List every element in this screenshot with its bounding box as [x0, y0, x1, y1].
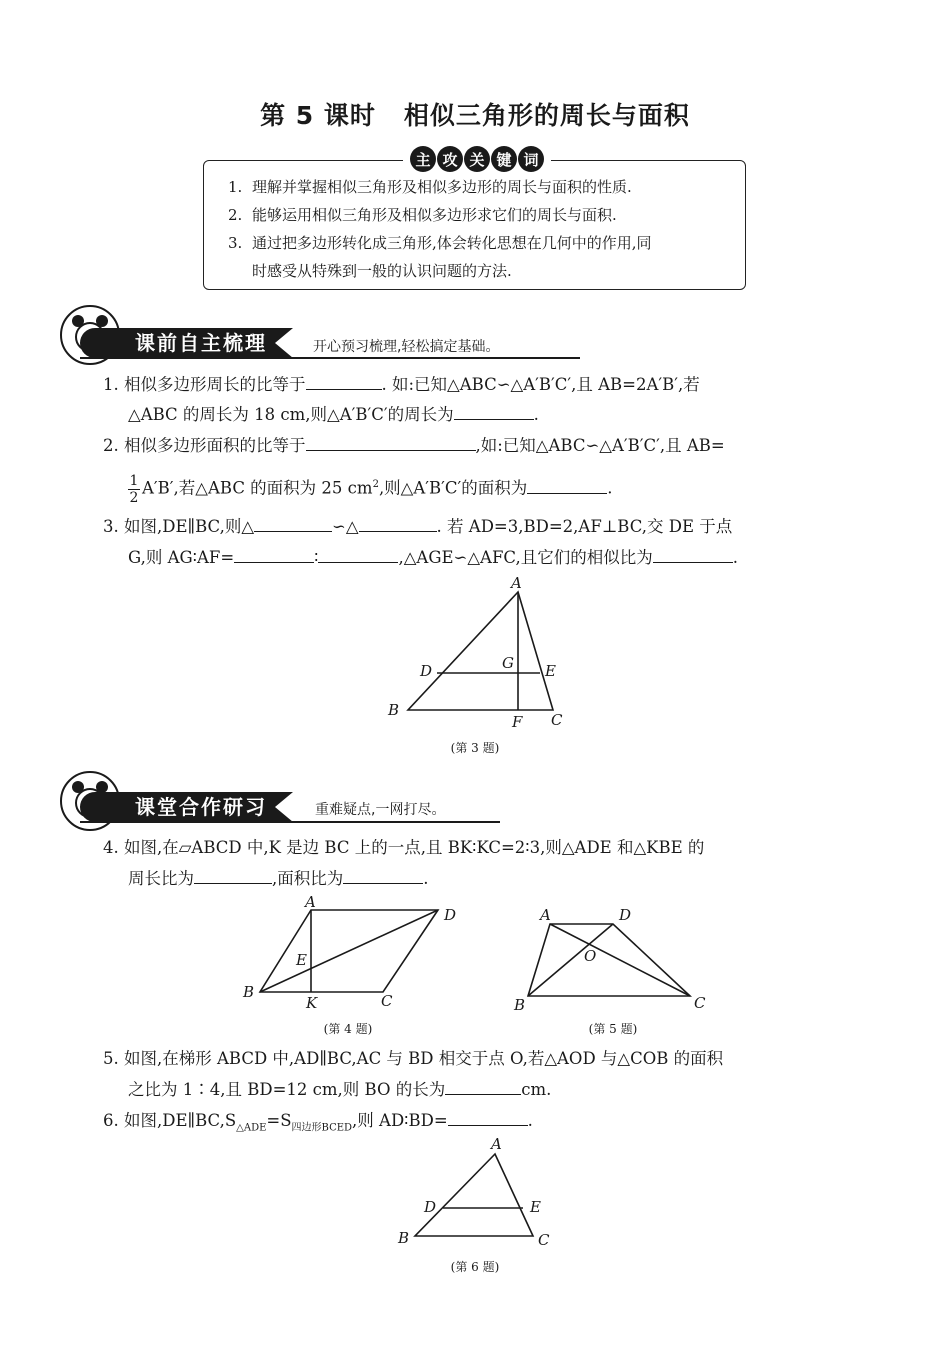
label-c: C: [381, 992, 393, 1010]
label-a: A: [491, 1135, 502, 1153]
section-header-tail: [275, 792, 293, 822]
figure-3: [380, 575, 570, 735]
badge-char: 主: [410, 146, 436, 172]
label-b: B: [388, 701, 400, 719]
question-6-line-1: 6. 如图$,DE\parallel BC,S_{\triangle ADE}=S_{四边形BCED}$,则 AD∶BD= .: [103, 1111, 533, 1134]
question-5-line-1: 5. 如图,在梯形 ABCD 中,AD∥BC,AC 与 BD 相交于点 O,若△AOD 与△COB 的面积: [103, 1049, 724, 1068]
section-header-preview: 课前自主梳理: [80, 328, 275, 358]
question-1-line-1: 1. 相似多边形周长的比等于 . 如:已知△ABC∽△A′B′C′,且 AB=2A′B′,若: [103, 375, 700, 394]
answer-blank[interactable]: [527, 492, 607, 494]
label-g: G: [502, 654, 514, 672]
label-k: K: [306, 994, 318, 1012]
question-3-line-2: G,则 AG∶AF= ∶ ,△AGE∽△AFC,且它们的相似比为 .: [128, 548, 738, 567]
answer-blank[interactable]: [454, 418, 534, 420]
key-point-item: 1. 理解并掌握相似三角形及相似多边形的周长与面积的性质.: [228, 178, 632, 196]
badge-char: 关: [464, 146, 490, 172]
answer-blank[interactable]: [254, 530, 332, 532]
label-f: F: [512, 713, 523, 731]
question-4-line-1: 4. 如图,在▱ABCD 中,K 是边 BC 上的一点,且 BK∶KC=2∶3,则△ADE 和△KBE 的: [103, 838, 705, 857]
label-b: B: [398, 1229, 410, 1247]
figure-4-caption: (第 4 题): [323, 1022, 373, 1036]
lesson-topic: 相似三角形的周长与面积: [403, 101, 690, 130]
question-3-line-1: 3. 如图,DE∥BC,则△ ∽△ . 若 AD=3,BD=2,AF⊥BC,交 DE 于点: [103, 517, 733, 536]
label-b: B: [243, 983, 255, 1001]
label-a: A: [540, 906, 551, 924]
triangle-abc: [408, 592, 553, 710]
question-1-line-2: △ABC 的周长为 18 cm,则△A′B′C′的周长为 .: [128, 405, 539, 424]
badge-char: 攻: [437, 146, 463, 172]
key-point-item: 2. 能够运用相似三角形及相似多边形求它们的周长与面积.: [228, 206, 617, 224]
answer-blank[interactable]: [194, 882, 272, 884]
badge-char: 词: [518, 146, 544, 172]
figure-6-caption: (第 6 题): [450, 1260, 500, 1274]
answer-blank[interactable]: [318, 561, 398, 563]
key-point-item: 3. 通过把多边形转化成三角形,体会转化思想在几何中的作用,同: [228, 234, 652, 252]
figure-5: [508, 900, 718, 1015]
label-d: D: [619, 906, 632, 924]
figure-6: [390, 1135, 560, 1250]
label-c: C: [538, 1231, 550, 1249]
question-4-line-2: 周长比为 ,面积比为 .: [128, 869, 429, 888]
label-e: E: [530, 1198, 541, 1216]
label-d: D: [420, 662, 433, 680]
question-2-line-1: 2. 相似多边形面积的比等于 ,如:已知△ABC∽△A′B′C′,且 AB=: [103, 436, 725, 455]
label-d: D: [444, 906, 457, 924]
answer-blank[interactable]: [653, 561, 733, 563]
label-e: E: [296, 951, 307, 969]
label-a: A: [305, 893, 316, 911]
answer-blank[interactable]: [445, 1093, 521, 1095]
answer-blank[interactable]: [343, 882, 423, 884]
figure-4: [238, 892, 468, 1017]
label-a: A: [511, 575, 522, 592]
section-header-classroom: 课堂合作研习: [80, 792, 275, 822]
key-point-item: 时感受从特殊到一般的认识问题的方法.: [252, 262, 512, 280]
section-subtitle: 重难疑点,一网打尽。: [315, 802, 446, 818]
triangle-abc: [415, 1154, 533, 1236]
question-5-line-2: 之比为 1∶4,且 BD=12 cm,则 BO 的长为 cm.: [128, 1080, 552, 1099]
answer-blank[interactable]: [448, 1124, 528, 1126]
section-rule: [80, 357, 580, 359]
label-c: C: [694, 994, 706, 1012]
section-subtitle: 开心预习梳理,轻松搞定基础。: [313, 339, 500, 355]
label-e: E: [545, 662, 556, 680]
section-header-tail: [275, 328, 293, 358]
page-title: [0, 96, 950, 132]
answer-blank[interactable]: [234, 561, 314, 563]
answer-blank[interactable]: [359, 530, 437, 532]
fraction-one-half: $\frac{1}{2}$: [129, 472, 139, 506]
label-b: B: [514, 996, 526, 1014]
label-o: O: [584, 947, 597, 965]
figure-3-caption: (第 3 题): [450, 741, 500, 755]
question-2-line-2: $\frac{1}{2}$ A′B′,若△ABC 的面积为 25 $cm^2$,则△A′B′C′的面积为 .: [129, 472, 613, 506]
section-rule: [80, 821, 500, 823]
answer-blank[interactable]: [306, 388, 382, 390]
label-c: C: [551, 711, 563, 729]
answer-blank[interactable]: [306, 449, 476, 451]
key-points-badge: [403, 146, 551, 173]
figure-5-caption: (第 5 题): [588, 1022, 638, 1036]
badge-char: 键: [491, 146, 517, 172]
label-d: D: [424, 1198, 437, 1216]
trapezoid-abcd: [528, 924, 690, 996]
lesson-number: 第 5 课时: [260, 101, 376, 130]
